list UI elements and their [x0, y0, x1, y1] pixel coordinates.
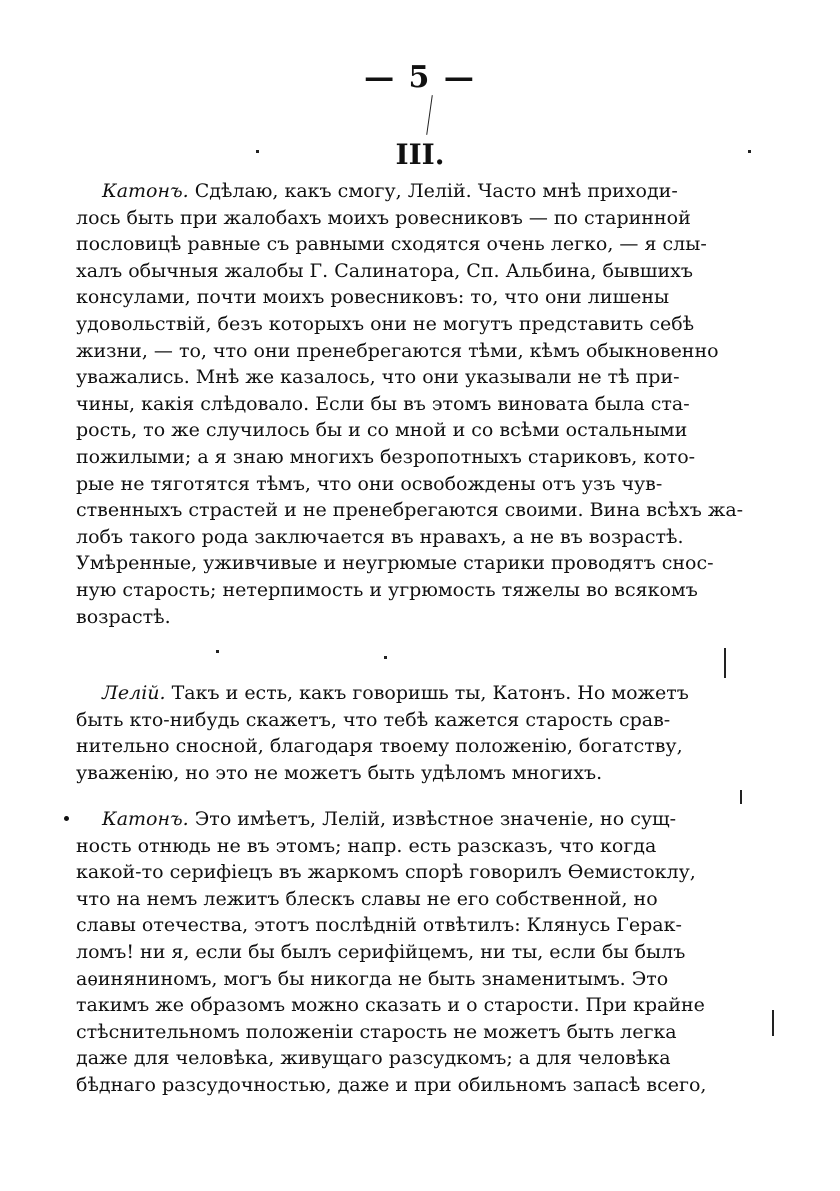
paragraph-line: возрастѣ. [76, 605, 171, 628]
paragraph-line: аѳиняниномъ, могъ бы никогда не быть знаменитымъ. Это [76, 967, 669, 990]
paragraph-line: рые не тяготятся тѣмъ, что они освобождены отъ узъ чув- [76, 472, 663, 495]
speaker-name: Лелій. [102, 682, 166, 704]
line-text: Сдѣлаю, какъ смогу, Лелій. Часто мнѣ приходи- [194, 180, 678, 202]
paragraph-line: Умѣренные, уживчивые и неугрюмые старики проводятъ снос- [76, 552, 714, 575]
scan-speck [772, 1010, 774, 1036]
paragraph-line: ломъ! ни я, если бы былъ серифійцемъ, ни ты, если бы былъ [76, 940, 686, 963]
paragraph-line: ную старость; нетерпимость и угрюмость тяжелы во всякомъ [76, 578, 698, 601]
page-number: — 5 — [364, 60, 476, 95]
paragraph-line: пословицѣ равные съ равными сходятся очень легко, — я слы- [76, 233, 707, 256]
line-text: Такъ и есть, какъ говоришь ты, Катонъ. Но можетъ [171, 682, 689, 704]
scan-speck [426, 95, 433, 135]
chapter-heading: III. [395, 138, 445, 171]
scan-speck [748, 150, 751, 153]
paragraph-line [76, 178, 766, 205]
paragraph-line: какой-то серифіецъ въ жаркомъ спорѣ говорилъ Ѳемистоклу, [76, 861, 696, 884]
paragraph-line: что на немъ лежитъ блескъ славы не его собственной, но [76, 887, 658, 910]
paragraph-line: нительно сносной, благодаря твоему положенію, богатству, [76, 735, 683, 758]
paragraph-line: халъ обычныя жалобы Г. Салинатора, Сп. Альбина, бывшихъ [76, 259, 693, 282]
paragraph-line: жизни, — то, что они пренебрегаются тѣми, кѣмъ обыкновенно [76, 339, 719, 362]
paragraph-line: славы отечества, этотъ послѣдній отвѣтилъ: Клянусь Герак- [76, 914, 682, 937]
paragraph-line: бѣднаго разсудочностью, даже и при обильномъ запасѣ всего, [76, 1073, 707, 1096]
paragraph-line: консулами, почти моихъ ровесниковъ: то, что они лишены [76, 286, 670, 309]
paragraph-1 [76, 178, 766, 630]
line-text: Это имѣетъ, Лелій, извѣстное значеніе, но сущ- [194, 808, 677, 830]
scan-speck [724, 648, 726, 678]
paragraph-line: чины, какія слѣдовало. Если бы въ этомъ виновата была ста- [76, 392, 690, 415]
paragraph-line: уваженію, но это не можетъ быть удѣломъ многихъ. [76, 761, 603, 784]
paragraph-line: уважались. Мнѣ же казалось, что они указывали не тѣ при- [76, 366, 680, 389]
scan-speck [216, 650, 219, 653]
scan-speck [384, 656, 387, 659]
paragraph-line: стѣснительномъ положеніи старость не можетъ быть легка [76, 1020, 677, 1043]
speaker-name: Катонъ. [102, 180, 189, 202]
paragraph-line: рость, то же случилось бы и со мной и со всѣми остальными [76, 419, 688, 442]
paragraph-line: лобъ такого рода заключается въ нравахъ, а не въ возрастѣ. [76, 525, 684, 548]
scan-speck [740, 790, 742, 804]
paragraph-line: ственныхъ страстей и не пренебрегаются своими. Вина всѣхъ жа- [76, 499, 744, 522]
paragraph-3 [76, 806, 766, 1099]
paragraph-line [76, 806, 766, 833]
margin-dot [64, 816, 69, 821]
paragraph-line: даже для человѣка, живущаго разсудкомъ; а для человѣка [76, 1047, 671, 1070]
paragraph-line: такимъ же образомъ можно сказать и о старости. При крайне [76, 994, 705, 1017]
paragraph-line: лось быть при жалобахъ моихъ ровесниковъ — по старинной [76, 206, 691, 229]
speaker-name: Катонъ. [102, 808, 189, 830]
paragraph-line: пожилыми; а я знаю многихъ безропотныхъ стариковъ, кото- [76, 445, 696, 468]
scan-speck [256, 150, 259, 153]
paragraph-line: ность отнюдь не въ этомъ; напр. есть разсказъ, что когда [76, 834, 657, 857]
paragraph-line: удовольствій, безъ которыхъ они не могутъ представить себѣ [76, 312, 695, 335]
paragraph-line [76, 680, 766, 707]
paragraph-2 [76, 680, 766, 786]
paragraph-line: быть кто-нибудь скажетъ, что тебѣ кажется старость срав- [76, 708, 671, 731]
